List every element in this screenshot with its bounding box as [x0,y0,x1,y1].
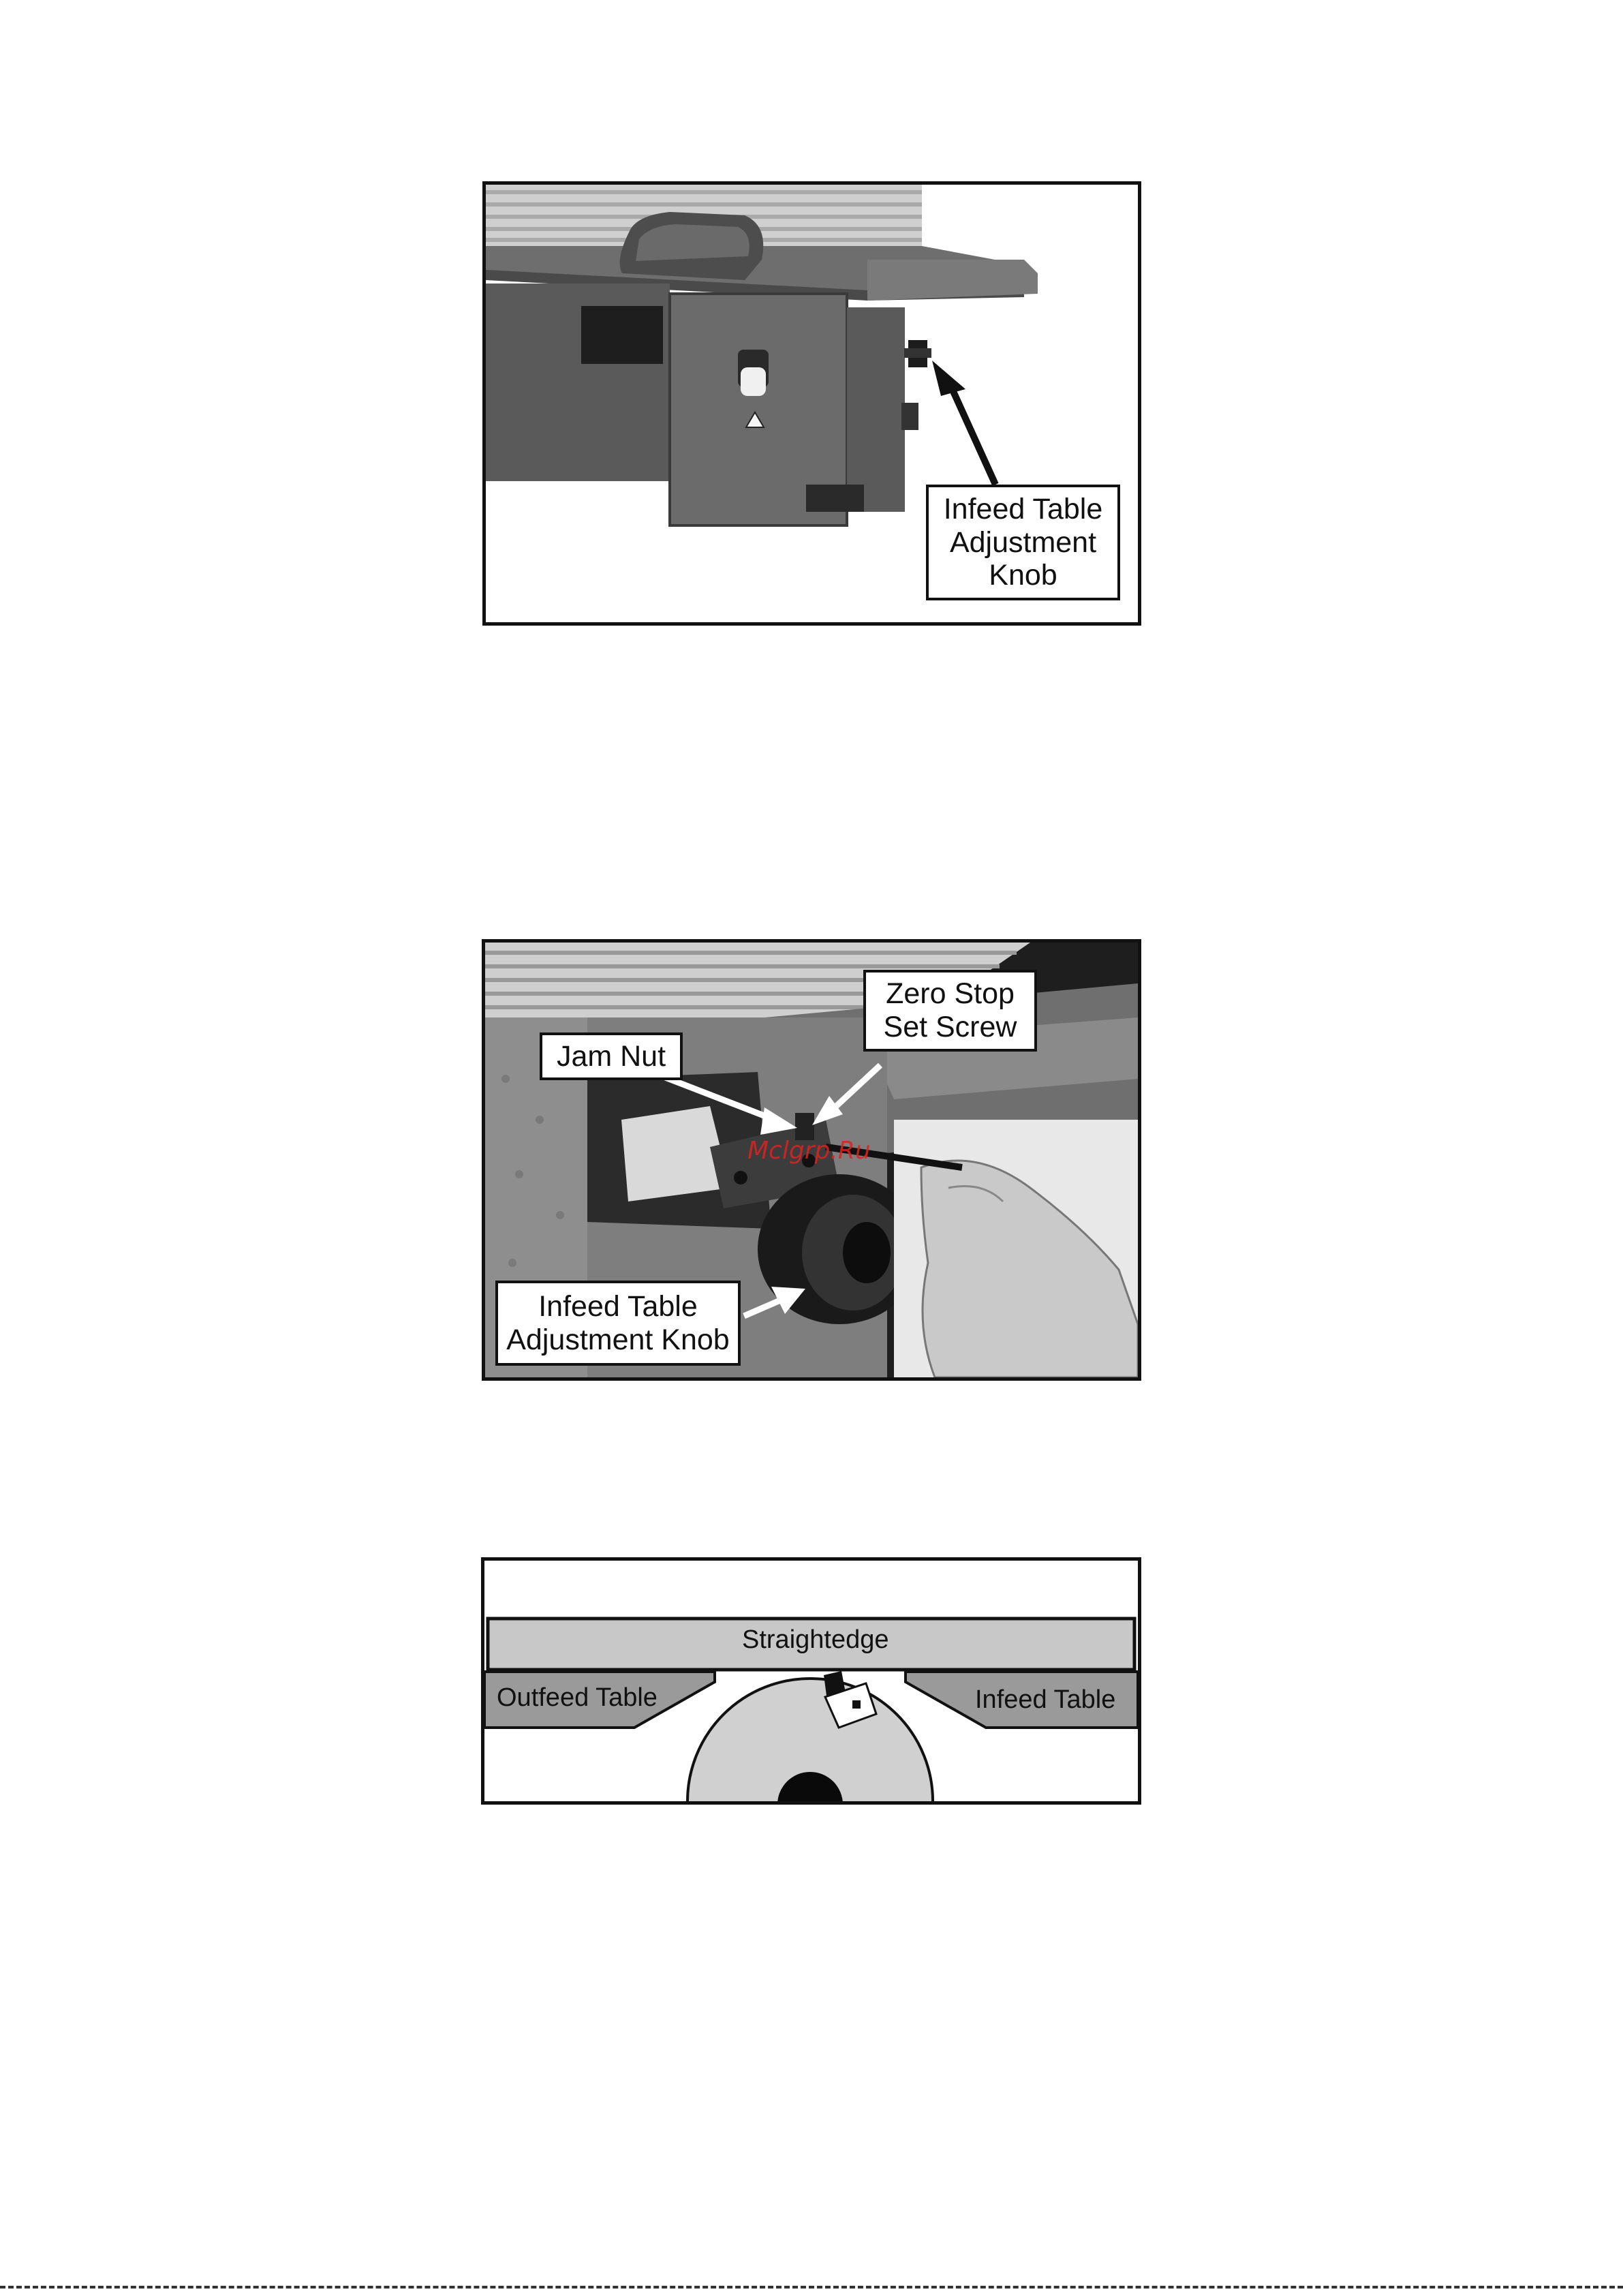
figure-jointer-infeed-knob [482,181,1141,626]
watermark: Mclgrp.Ru [747,1137,871,1165]
infeed-table [867,260,1038,301]
foot [806,485,864,512]
jam-nut [795,1113,814,1140]
label-plate [581,306,663,364]
straightedge-diagram [484,1561,1138,1801]
figure-straightedge-diagram [481,1557,1141,1805]
label-infeed-table: Infeed Table [975,1685,1116,1714]
callout-jam-nut: Jam Nut [540,1032,683,1080]
callout-infeed-table-adjustment-knob: Infeed Table Adjustment Knob [495,1281,741,1366]
figure-zero-stop-adjustment [482,939,1141,1381]
page-footer-rule [0,2286,1623,2289]
label-outfeed-table: Outfeed Table [497,1683,658,1712]
callout-infeed-table-adjustment-knob: Infeed Table Adjustment Knob [926,485,1120,600]
knob-illustration [904,340,931,367]
base-right [847,307,905,512]
callout-zero-stop-set-screw: Zero Stop Set Screw [863,970,1037,1052]
label-straightedge: Straightedge [742,1625,889,1654]
